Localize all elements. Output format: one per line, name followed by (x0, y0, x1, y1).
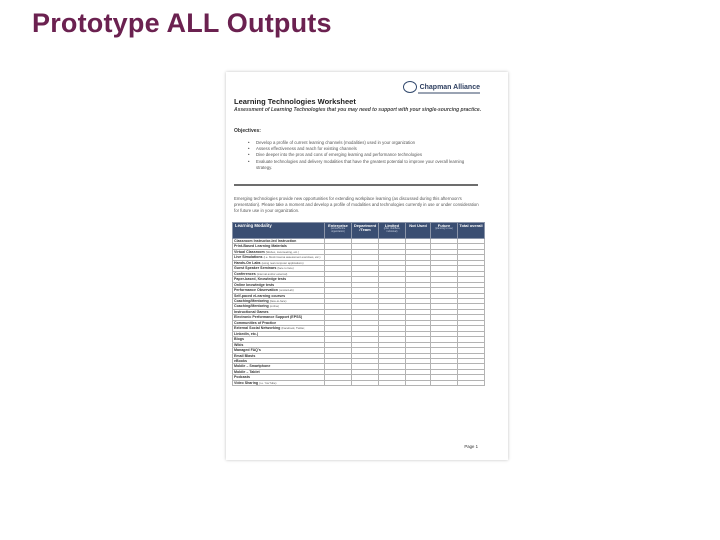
column-header-label: Total overall (459, 223, 483, 228)
modality-label: Mobile – Smartphone (234, 364, 271, 369)
table-body (233, 239, 485, 386)
page-number: Page 1 (464, 444, 478, 449)
worksheet-title: Learning Technologies Worksheet (234, 97, 356, 106)
modality-cell (233, 380, 325, 385)
modality-label: Print-Based Learning Materials (234, 244, 287, 249)
column-header-label: Enterprise (328, 223, 348, 228)
response-cell[interactable] (352, 380, 379, 385)
modality-label: Coaching/Mentoring (234, 304, 269, 309)
modality-label: External Social Networking (234, 326, 281, 331)
intro-paragraph: Emerging technologies provide new opportunities for extending workplace learning (as discussed during this afternoon's presentation). Please take a moment and develop a profile of modalities and technologies currently in use or under consideration for future use in your organization. (234, 196, 479, 214)
modality-label: Conferences (234, 271, 256, 276)
column-header (431, 223, 458, 239)
modality-label: Coaching/Mentoring (234, 298, 269, 303)
objectives-label: Objectives: (234, 128, 261, 134)
column-header (458, 223, 485, 239)
modality-note: (online) (269, 304, 280, 309)
modality-label: LinkedIn, etc.) (234, 331, 259, 336)
modality-label: Guest Speaker Seminars (234, 266, 277, 271)
logo-mark-icon (403, 81, 417, 93)
modality-label: eBooks (234, 358, 247, 363)
modality-cell (233, 255, 325, 260)
modality-label: Classroom Instructor-led Instruction (234, 239, 297, 243)
column-header (379, 223, 406, 239)
column-header-label: Not Used (409, 223, 427, 228)
column-header-note: (across entire organization) (330, 227, 346, 233)
column-header (406, 223, 431, 239)
modality-note: (i.e. Mock trauma assessment exercises, etc.) (263, 255, 321, 260)
modality-label: Wikis (234, 342, 244, 347)
response-cell[interactable] (406, 380, 431, 385)
objective-item: • Assess effectiveness and reach for existing channels (248, 146, 478, 152)
column-header-label: Future (437, 223, 451, 228)
modality-label: Self-paced eLearning courses (234, 293, 286, 298)
section-divider (234, 184, 478, 186)
modality-note: (onsite/Lab) (278, 288, 294, 293)
modality-note: (using real computer applications) (261, 260, 304, 265)
modality-label: Managed FAQ's (234, 348, 261, 353)
table-row (233, 380, 485, 385)
modality-label: Video Sharing (234, 380, 259, 385)
column-header-label: Limited (384, 223, 400, 228)
column-header-label: Department /Team (353, 223, 377, 233)
modality-label: Podcasts (234, 375, 250, 380)
column-header-label: Learning Modality (235, 223, 272, 228)
response-cell[interactable] (325, 380, 352, 385)
modality-label: Live Simulations (234, 255, 263, 260)
modality-label: Hands-On Labs (234, 260, 261, 265)
objective-item: • Evaluate technologies and delivery modalities that have the greatest potential to improve your overall learning strategy. (248, 159, 478, 171)
modality-label: Blogs (234, 337, 244, 342)
column-header (352, 223, 379, 239)
slide-title: Prototype ALL Outputs (32, 8, 332, 38)
modality-label: Mobile – Tablet (234, 369, 260, 374)
modality-label: Online knowledge tests (234, 282, 275, 287)
modality-note: (i.e. YouTube) (259, 380, 277, 385)
modality-note: (face to face) (277, 266, 294, 271)
modality-label: Virtual Classroom (234, 249, 265, 254)
table-header-row (233, 223, 485, 239)
column-header-note: (planning to use) (435, 227, 453, 231)
column-header-note: (pilot, trial/Beta, individual) (383, 227, 401, 233)
logo-name: Chapman Alliance (419, 83, 480, 91)
worksheet-subtitle: Assessment of Learning Technologies that you may need to support with your single-sourcing practice. (234, 107, 482, 113)
response-cell[interactable] (431, 380, 458, 385)
worksheet-document (226, 72, 508, 460)
modality-label: Paper-based, Knowledge tests (234, 277, 287, 282)
response-cell[interactable] (379, 380, 406, 385)
modality-label: Email Blasts (234, 353, 256, 358)
modality-note: (Webex, Livemeeting, etc.) (265, 249, 299, 254)
modality-note: (Facebook, Twitter, (281, 326, 305, 331)
logo-underline (418, 92, 480, 94)
objectives-list (248, 140, 478, 171)
modality-label: Performance Observation (234, 288, 278, 293)
modality-label: Instructional Games (234, 309, 269, 314)
modality-note: (face-to-face) (269, 298, 287, 303)
modality-label: Communities of Practice (234, 320, 277, 325)
objective-item: • Dive deeper into the pros and cons of emerging learning and performance technologies (248, 152, 478, 158)
modality-note: (internal and/or external) (256, 271, 288, 276)
response-cell[interactable] (458, 380, 485, 385)
column-header (325, 223, 352, 239)
column-header (233, 223, 325, 239)
modality-table (232, 222, 485, 386)
modality-label: Electronic Performance Support (EPSS) (234, 315, 303, 320)
objective-item: • Develop a profile of current learning channels (modalities) used in your organization (248, 140, 478, 146)
